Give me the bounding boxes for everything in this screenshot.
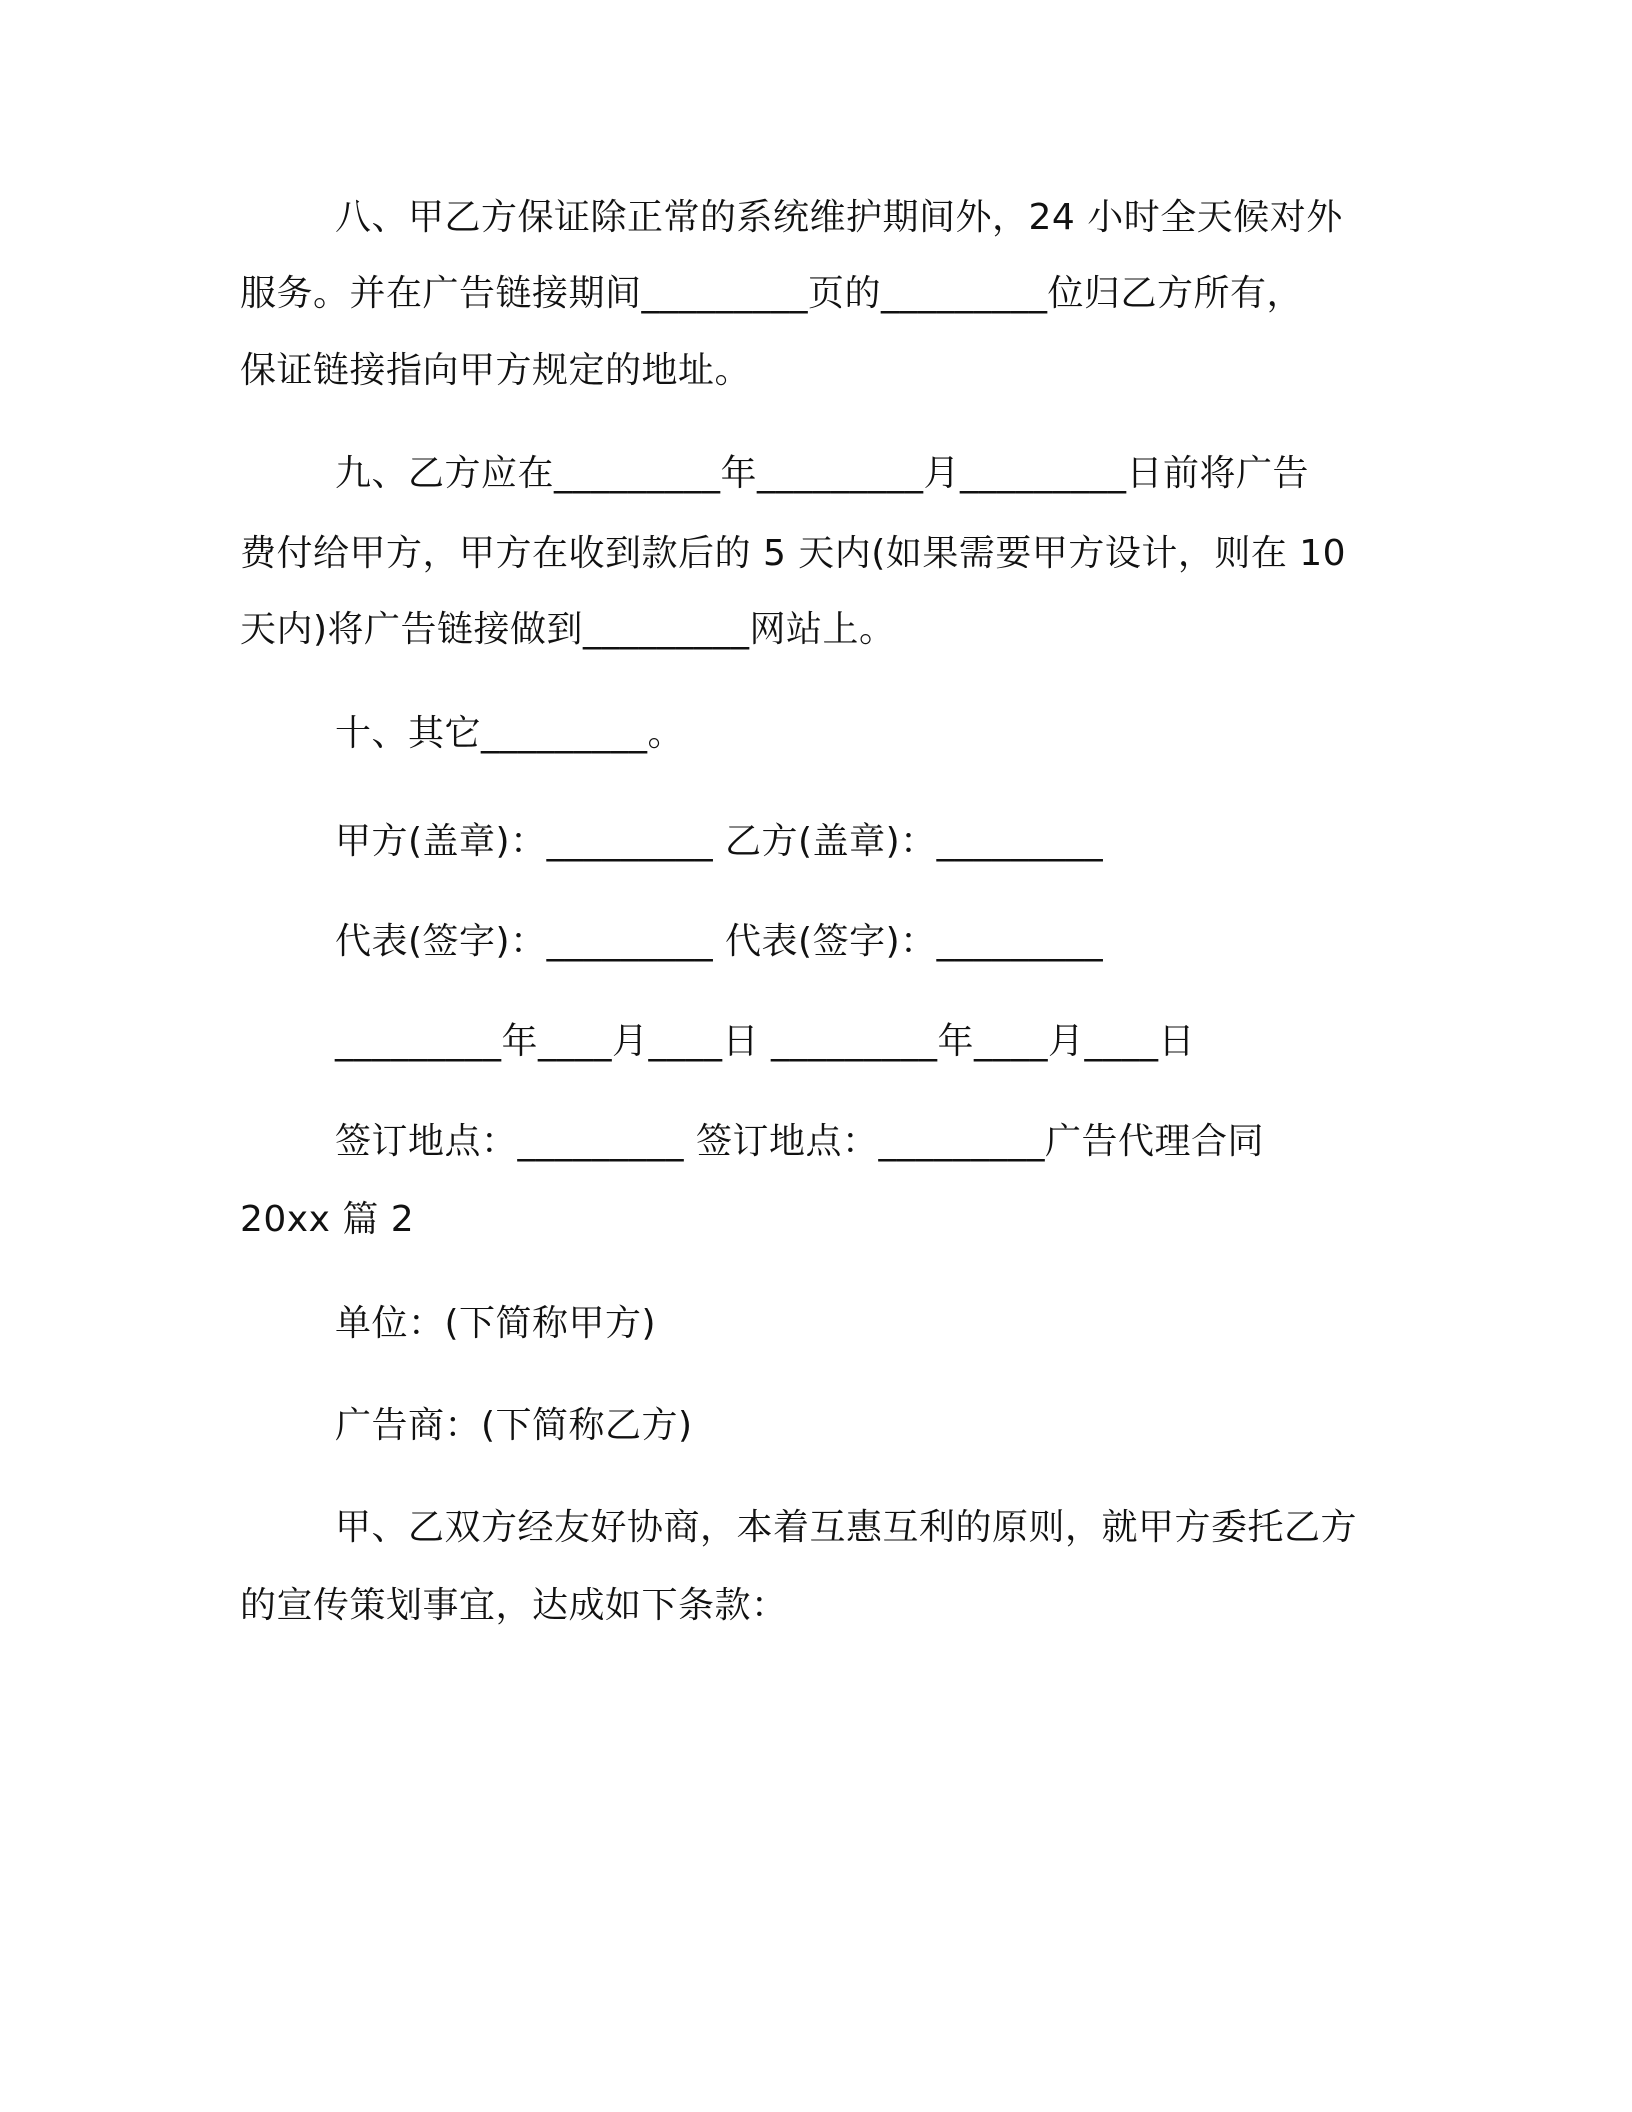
clause-9-line-3: 天内)将广告链接做到_________网站上。 xyxy=(240,609,896,650)
clause-9-line-2: 费付给甲方，甲方在收到款后的 5 天内(如果需要甲方设计，则在 10 xyxy=(240,533,1347,574)
clause-10: 十、其它_________。 xyxy=(335,713,685,754)
intro-line-1: 甲、乙双方经友好协商，本着互惠互利的原则，就甲方委托乙方 xyxy=(335,1507,1358,1548)
party-a-line: 单位：(下简称甲方) xyxy=(335,1303,657,1344)
date-line: _________年____月____日 _________年____月____日 xyxy=(335,1021,1195,1062)
clause-8-line-3: 保证链接指向甲方规定的地址。 xyxy=(240,350,752,391)
clause-8-line-2: 服务。并在广告链接期间_________页的_________位归乙方所有， xyxy=(240,273,1304,314)
clause-9-line-1: 九、乙方应在_________年_________月_________日前将广告 xyxy=(335,453,1310,494)
signature-line: 代表(签字)：_________ 代表(签字)：_________ xyxy=(335,921,1104,962)
intro-line-2: 的宣传策划事宜，达成如下条款： xyxy=(240,1585,788,1626)
clause-8-line-1: 八、甲乙方保证除正常的系统维护期间外，24 小时全天候对外 xyxy=(335,197,1343,238)
party-b-line: 广告商：(下简称乙方) xyxy=(335,1405,693,1446)
signing-place-line: 签订地点：_________ 签订地点：_________广告代理合同 xyxy=(335,1121,1264,1162)
section-heading: 20xx 篇 2 xyxy=(240,1199,415,1240)
seal-line: 甲方(盖章)：_________ 乙方(盖章)：_________ xyxy=(335,821,1104,862)
